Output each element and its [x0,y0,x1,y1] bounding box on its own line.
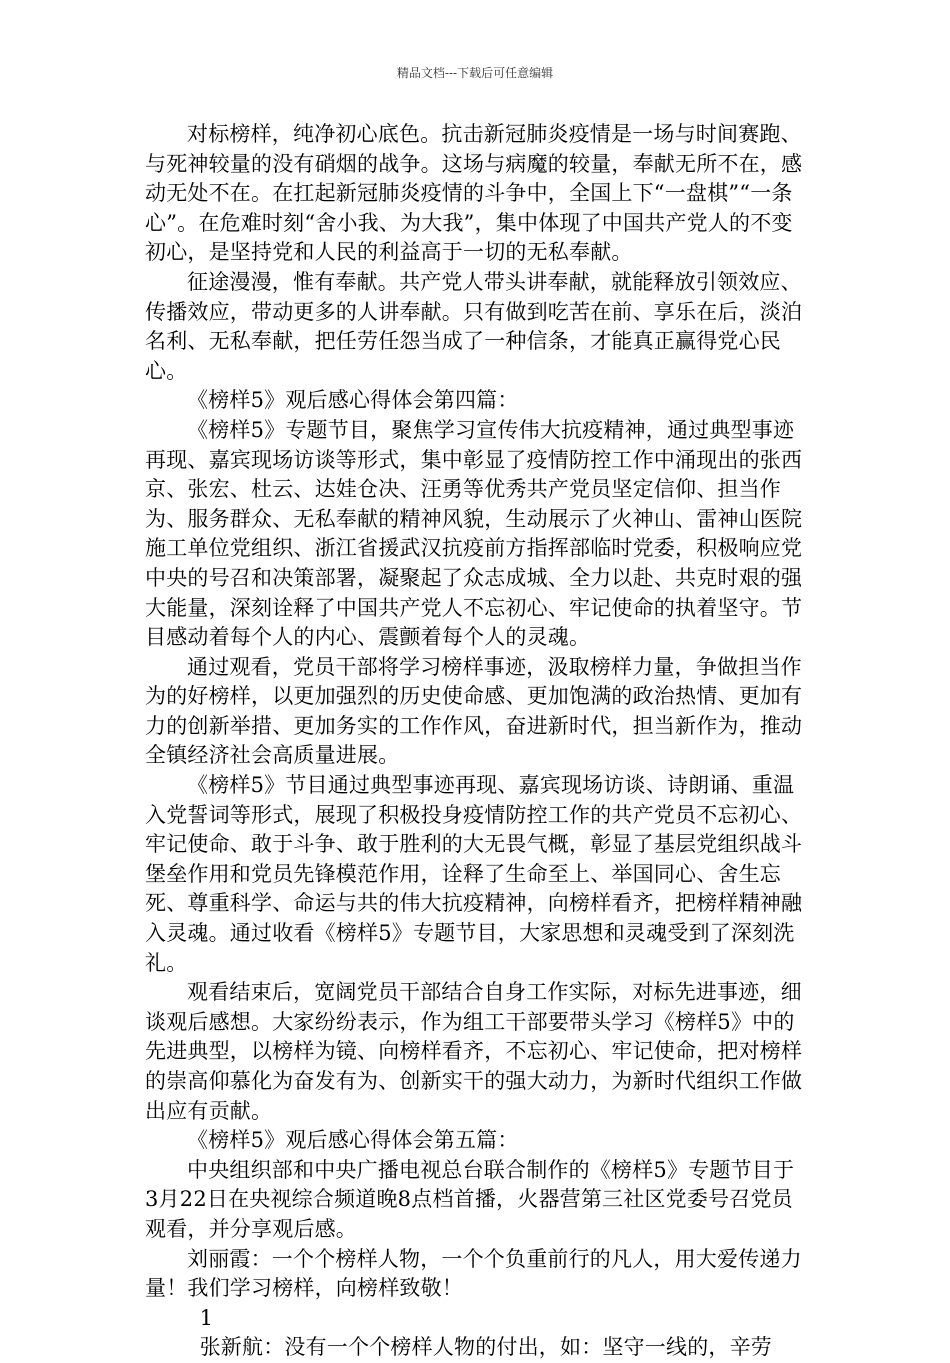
section-heading: 《榜样5》观后感心得体会第四篇： [187,388,519,413]
document-body [145,120,805,1363]
section-heading: 《榜样5》观后感心得体会第五篇： [187,1128,519,1153]
paragraph: 中央组织部和中央广播电视总台联合制作的《榜样5》专题节目于3月22日在央视综合频道晚8点档首播，火器营第三社区党委号召党员观看，并分享观后感。 [145,1157,795,1241]
paragraph: 观看结束后，宽阔党员干部结合自身工作实际，对标先进事迹，细谈观后感想。大家纷纷表示，作为组工干部要带头学习《榜样5》中的先进典型，以榜样为镜、向榜样看齐，不忘初心、牢记使命，把对榜样的崇高仰慕化为奋发有为、创新实干的强大动力，为新时代组织工作做出应有贡献。 [145,980,803,1123]
paragraph: 通过观看，党员干部将学习榜样事迹，汲取榜样力量，争做担当作为的好榜样，以更加强烈的历史使命感、更加饱满的政治热情、更加有力的创新举措、更加务实的工作作风，奋进新时代，担当新作为，推动全镇经济社会高质量进展。 [145,654,803,768]
paragraph: 征途漫漫，惟有奉献。共产党人带头讲奉献，就能释放引领效应、传播效应，带动更多的人讲奉献。只有做到吃苦在前、享乐在后，淡泊名利、无私奉献，把任劳任怨当成了一种信条，才能真正赢得党心民心。 [145,269,803,383]
paragraph: 《榜样5》节目通过典型事迹再现、嘉宾现场访谈、诗朗诵、重温入党誓词等形式，展现了积极投身疫情防控工作的共产党员不忘初心、牢记使命、敢于斗争、敢于胜利的大无畏气概，彰显了基层党组织战斗堡垒作用和党员先锋模范作用，诠释了生命至上、举国同心、舍生忘死、尊重科学、命运与共的伟大抗疫精神，向榜样看齐，把榜样精神融入灵魂。通过收看《榜样5》专题节目，大家思想和灵魂受到了深刻洗礼。 [145,773,803,975]
page-header: 精品文档---下载后可任意编辑 [396,66,554,80]
page-number: 1 [199,1305,214,1330]
paragraph: 张新航：没有一个个榜样人物的付出，如：坚守一线的，辛劳 [199,1335,772,1360]
paragraph: 《榜样5》专题节目，聚焦学习宣传伟大抗疫精神，通过典型事迹再现、嘉宾现场访谈等形式，集中彰显了疫情防控工作中涌现出的张西京、张宏、杜云、达娃仓决、汪勇等优秀共产党员坚定信仰、担当作为、服务群众、无私奉献的精神风貌，生动展示了火神山、雷神山医院施工单位党组织、浙江省援武汉抗疫前方指挥部临时党委，积极响应党中央的号召和决策部署，凝聚起了众志成城、全力以赴、共克时艰的强大能量，深刻诠释了中国共产党人不忘初心、牢记使命的执着坚守。节目感动着每个人的内心、震颤着每个人的灵魂。 [145,417,803,650]
paragraph: 刘丽霞：一个个榜样人物，一个个负重前行的凡人，用大爱传递力量！我们学习榜样，向榜样致敬！ [145,1246,802,1301]
paragraph: 对标榜样，纯净初心底色。抗击新冠肺炎疫情是一场与时间赛跑、与死神较量的没有硝烟的战争。这场与病魔的较量，奉献无所不在，感动无处不在。在扛起新冠肺炎疫情的斗争中，全国上下“一盘棋”“一条心”。在危难时刻“舍小我、为大我”，集中体现了中国共产党人的不变初心，是坚持党和人民的利益高于一切的无私奉献。 [145,122,803,265]
